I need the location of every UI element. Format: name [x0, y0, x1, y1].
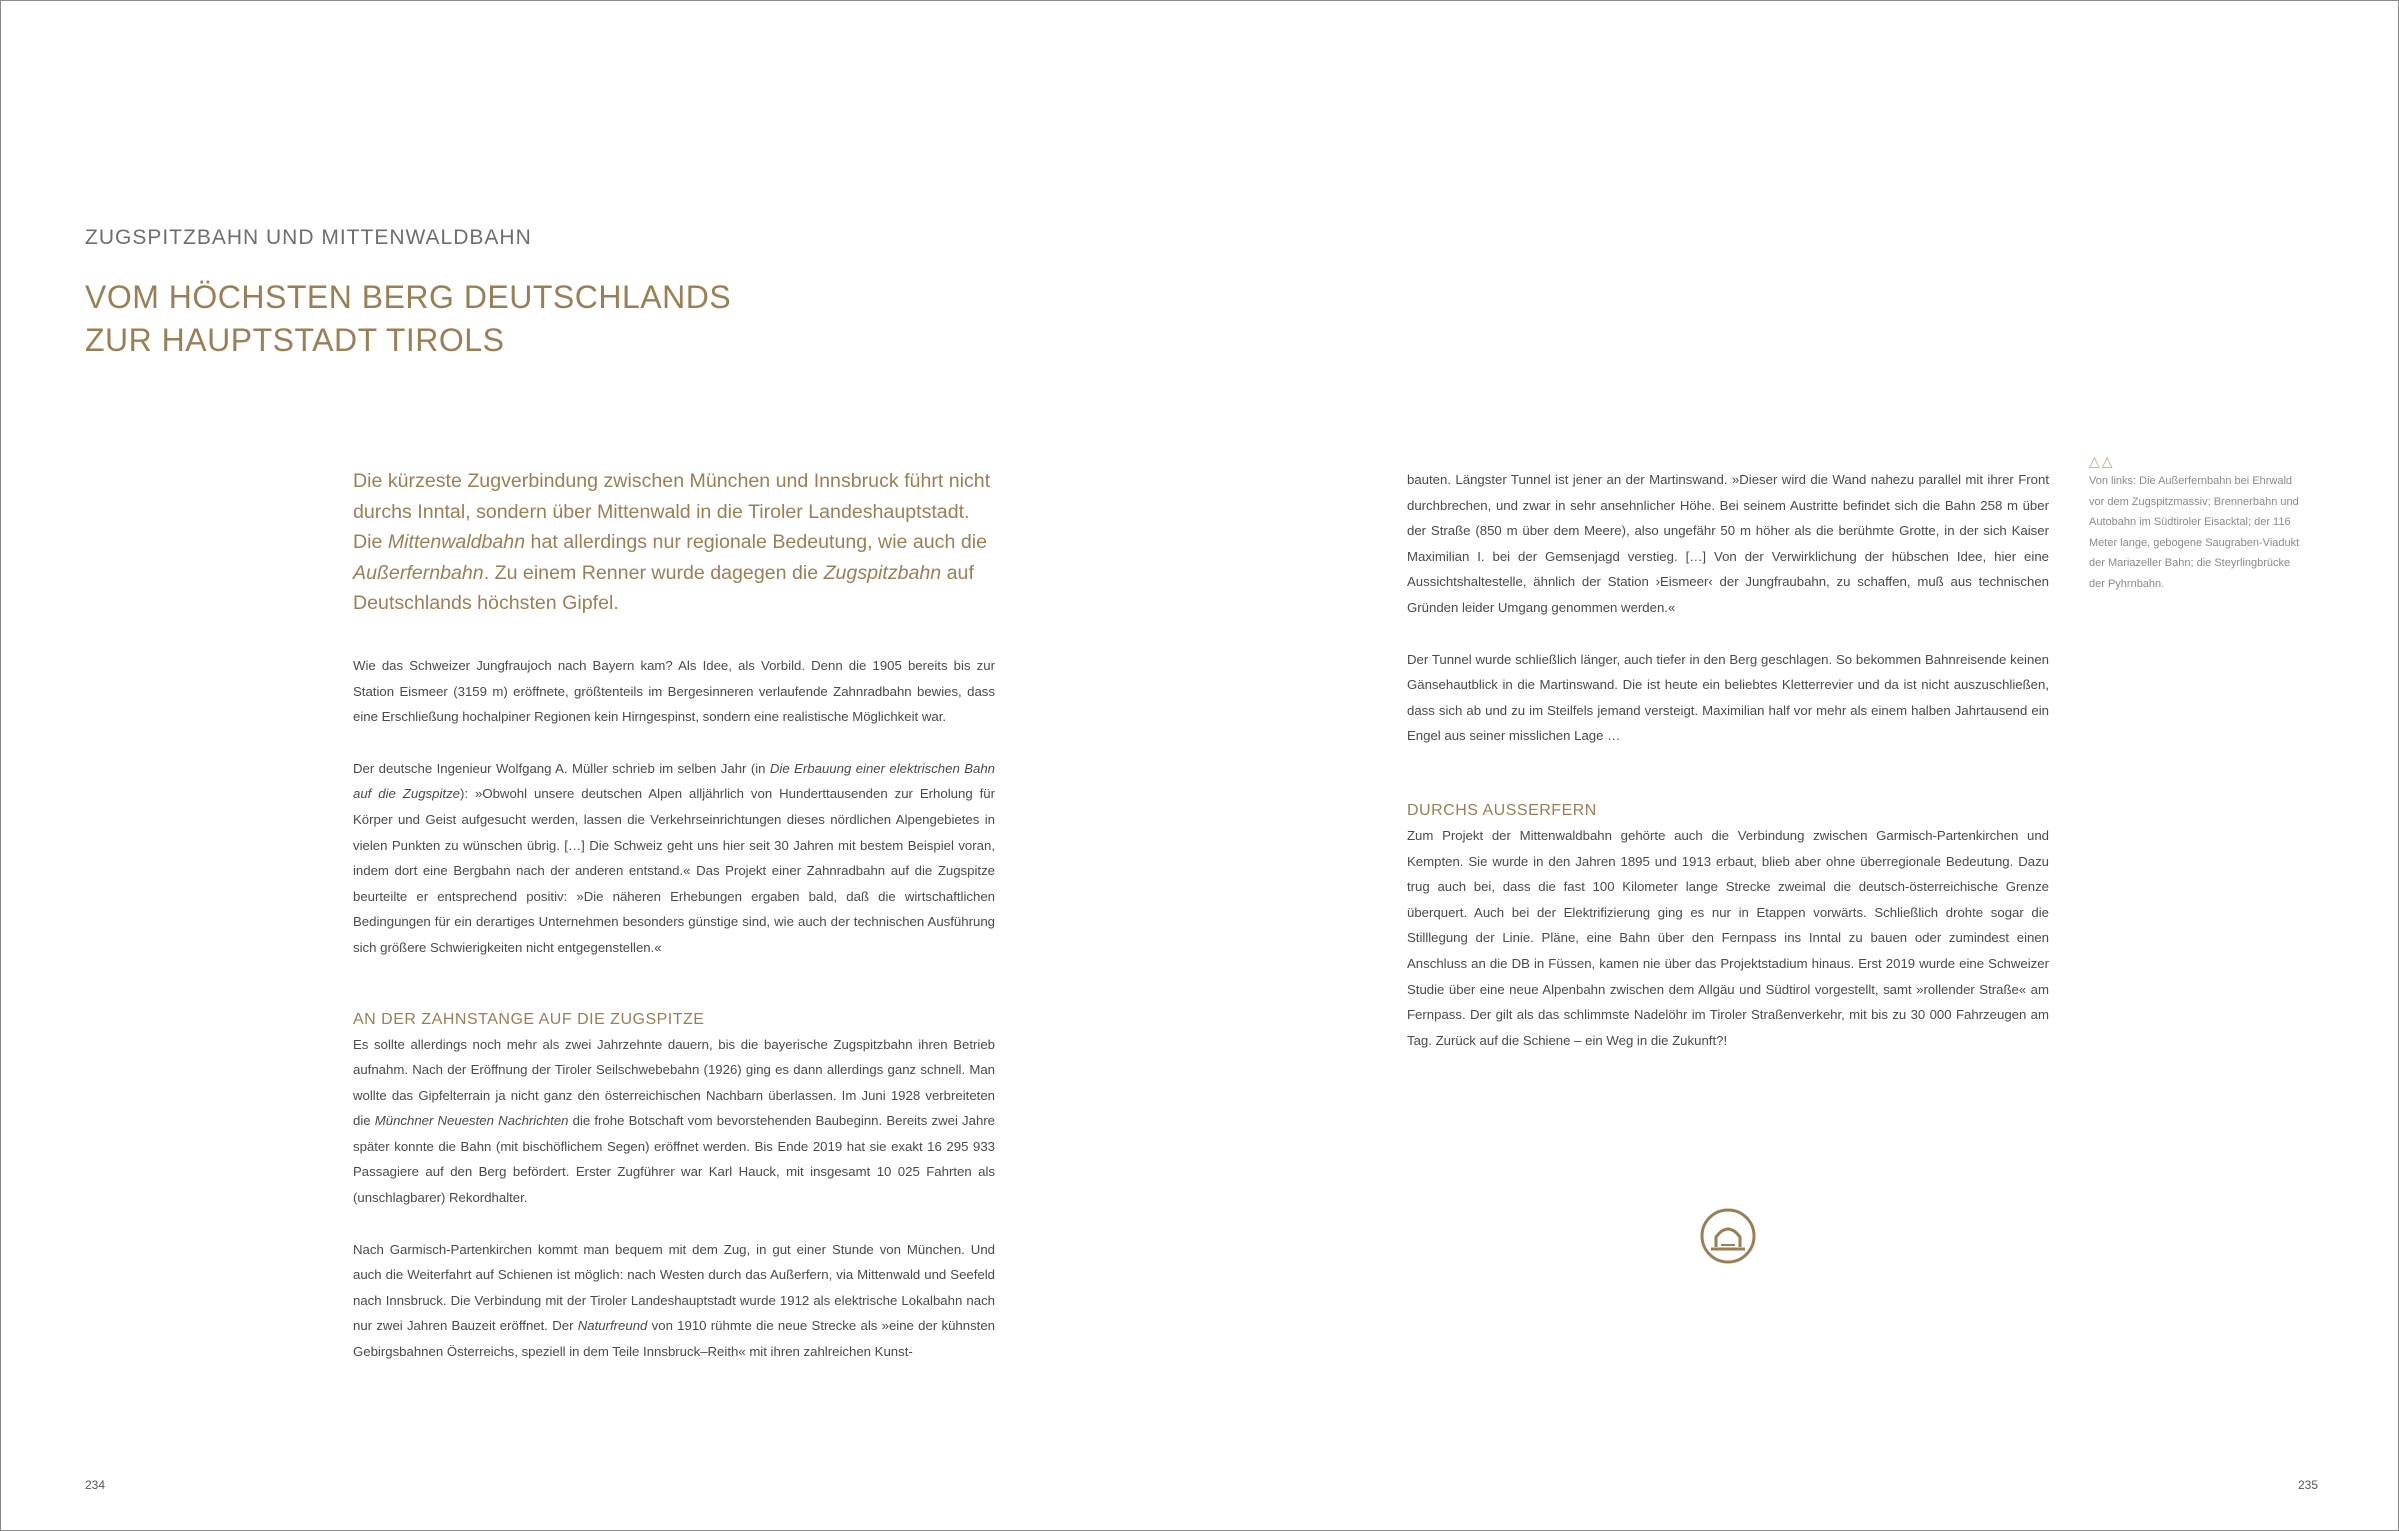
- section-kicker: ZUGSPITZBAHN UND MITTENWALDBAHN: [85, 226, 532, 249]
- newspaper-title: Münchner Neuesten Nachrichten: [374, 1113, 569, 1129]
- body-paragraph: Zum Projekt der Mittenwaldbahn gehörte auch die Verbindung zwischen Garmisch-Partenkirchen und Kempten. Sie wurde in den Jahren 1895 und 1913 erbaut, blieb aber ohne überregionale Bedeutung. Dazu trug auch bei, dass die fast 100 Kilometer lange Strecke zweimal die deutsch-österreichische Grenze überquert. Auch bei der Elektrifizierung ging es nur in Etappen vorwärts. Schließlich drohte sogar die Stilllegung der Linie. Pläne, eine Bahn über den Fernpass ins Inntal zu bauen oder zumindest einen Anschluss an die DB in Füssen, kamen nie über das Projektstadium hinaus. Erst 2019 wurde eine Schweizer Studie über eine neue Alpenbahn zwischen dem Allgäu und Südtirol vorgestellt, samt »rollender Straße« am Fernpass. Der gilt als das schlimmste Nadelöhr im Tiroler Straßenverkehr, mit bis zu 30 000 Fahrzeugen am Tag. Zurück auf die Schiene – ein Weg in die Zukunft?!: [1407, 827, 2049, 1048]
- body-paragraph: [353, 1237, 995, 1365]
- caption-text: Von links: Die Außerfernbahn bei Ehrwald vor dem Zugspitzmassiv; Brennerbahn und Autobahn im Südtiroler Eisacktal; der 116 Meter lange, gebogene Saugraben-Viadukt der Mariazeller Bahn; die Steyrlingbrücke der Pyhrnbahn.: [2089, 475, 2300, 590]
- lead-italic: Mittenwaldbahn: [387, 531, 526, 554]
- body-paragraph: [353, 756, 995, 961]
- magazine-title: Naturfreund: [577, 1318, 648, 1334]
- body-text: von 1910 rühmte die neue Strecke als »eine der kühnsten Gebirgsbahnen Österreichs, speziell in dem Teile Innsbruck–Reith« mit ihren zahlreichen Kunst-: [353, 1318, 995, 1360]
- body-paragraph: Der Tunnel wurde schließlich länger, auch tiefer in den Berg geschlagen. So bekommen Bahnreisende keinen Gänsehautblick in die Martinswand. Die ist heute ein beliebtes Kletterrevier und da ist nicht auszuschließen, dass sich ab und zu im Steilfels jemand versteigt. Maximilian half vor mehr als einem halben Jahrtausend ein Engel aus seiner misslichen Lage …: [1407, 651, 2049, 744]
- right-column: [1407, 467, 2049, 1053]
- body-text: die frohe Botschaft vom bevorstehenden Baubeginn. Bereits zwei Jahre später konnte die Bahn (mit bischöflichem Segen) eröffnet werden. Bis Ende 2019 hat sie exakt 16 295 933 Passagiere auf den Berg befördert. Erster Zugführer war Karl Hauck, mit insgesamt 10 025 Fahrten als (unschlagbarer) Rekordhalter.: [353, 1113, 996, 1206]
- title-line-2: ZUR HAUPTSTADT TIROLS: [85, 322, 505, 358]
- body-paragraph: Wie das Schweizer Jungfraujoch nach Bayern kam? Als Idee, als Vorbild. Denn die 1905 bereits bis zur Station Eismeer (3159 m) eröffnete, größtenteils im Bergesinneren verlaufende Zahnradbahn bewies, dass eine Erschließung hochalpiner Regionen kein Hirngespinst, sondern eine realistische Möglichkeit war.: [353, 657, 995, 725]
- lead-text: hat allerdings nur regionale Bedeutung, wie auch die: [525, 531, 987, 554]
- lead-text: . Zu einem Renner wurde dagegen die: [483, 561, 824, 584]
- title-line-1: VOM HÖCHSTEN BERG DEUTSCHLANDS: [85, 279, 732, 315]
- caption-marker-icon: △△: [2089, 453, 2115, 469]
- body-text: Es sollte allerdings noch mehr als zwei Jahrzehnte dauern, bis die bayerische Zugspitzbahn ihren Betrieb aufnahm. Nach der Eröffnung der Tiroler Seilschwebebahn (1926) ging es dann allerdings ganz schnell. Man wollte das Gipfelterrain ja nicht ganz den österreichischen Nachbarn überlassen. Im Juni 1928 verbreiteten die: [353, 1036, 995, 1129]
- page-number-left: 234: [85, 1478, 106, 1492]
- left-column: [353, 466, 995, 1365]
- body-paragraph: [353, 1032, 995, 1211]
- lead-italic: Außerfernbahn: [353, 561, 484, 584]
- image-caption: [2089, 451, 2309, 595]
- body-text: ): »Obwohl unsere deutschen Alpen alljährlich von Hunderttausenden zur Erholung für Körper und Geist aufgesucht werden, lassen die Verkehrseinrichtungen dieses nördlichen Alpengebietes in vielen Punkten zu wünschen übrig. […] Die Schweiz geht uns hier seit 30 Jahren mit bestem Beispiel voran, indem dort eine Bergbahn nach der anderen entstand.« Das Projekt einer Zahnradbahn auf die Zugspitze beurteilte er entsprechend positiv: »Die näheren Erhebungen ergaben bald, daß die wirtschaftlichen Bedingungen für ein derartiges Unternehmen besonders günstige sind, wie auch der technischen Ausführung sich größere Schwierigkeiten nicht entgegenstellen.«: [353, 786, 995, 955]
- lead-italic: Zugspitzbahn: [823, 561, 942, 584]
- page-number-right: 235: [2298, 1478, 2319, 1492]
- page-title: [85, 276, 985, 362]
- body-paragraph: bauten. Längster Tunnel ist jener an der Martinswand. »Dieser wird die Wand nahezu parallel mit ihrer Front durchbrechen, und zwar in sehr ansehnlicher Höhe. Bei seinem Austritte befindet sich die Bahn 258 m über der Straße (850 m über dem Meere), also ungefähr 50 m höher als die berühmte Grotte, in der sich Kaiser Maximilian I. bei der Gemsenjagd verstieg. […] Von der Verwirklichung der hübschen Idee, hier eine Aussichtshaltestelle, ähnlich der Station ›Eismeer‹ der Jungfraubahn, zu schaffen, muß aus technischen Gründen leider Umgang genommen werden.«: [1407, 472, 2049, 615]
- railway-tunnel-icon: [1699, 1207, 1757, 1265]
- section-heading: AN DER ZAHNSTANGE AUF DIE ZUGSPITZE: [353, 1010, 705, 1028]
- lead-paragraph: [353, 466, 995, 619]
- book-title: Die Erbauung einer elektrischen Bahn auf die Zugspitze: [353, 760, 995, 802]
- body-text: Nach Garmisch-Partenkirchen kommt man bequem mit dem Zug, in gut einer Stunde von München. Und auch die Weiterfahrt auf Schienen ist möglich: nach Westen durch das Außerfern, via Mittenwald und Seefeld nach Innsbruck. Die Verbindung mit der Tiroler Landeshauptstadt wurde 1912 als elektrische Lokalbahn nach nur zwei Jahren Bauzeit eröffnet. Der: [353, 1241, 995, 1334]
- lead-text: auf Deutschlands höchsten Gipfel.: [353, 561, 974, 615]
- lead-text: Die kürzeste Zugverbindung zwischen München und Innsbruck führt nicht durchs Inntal, sondern über Mittenwald in die Tiroler Landeshauptstadt. Die: [353, 470, 991, 554]
- body-text: Der deutsche Ingenieur Wolfgang A. Müller schrieb im selben Jahr (in: [353, 760, 770, 776]
- section-heading: DURCHS AUSSERFERN: [1407, 801, 1597, 819]
